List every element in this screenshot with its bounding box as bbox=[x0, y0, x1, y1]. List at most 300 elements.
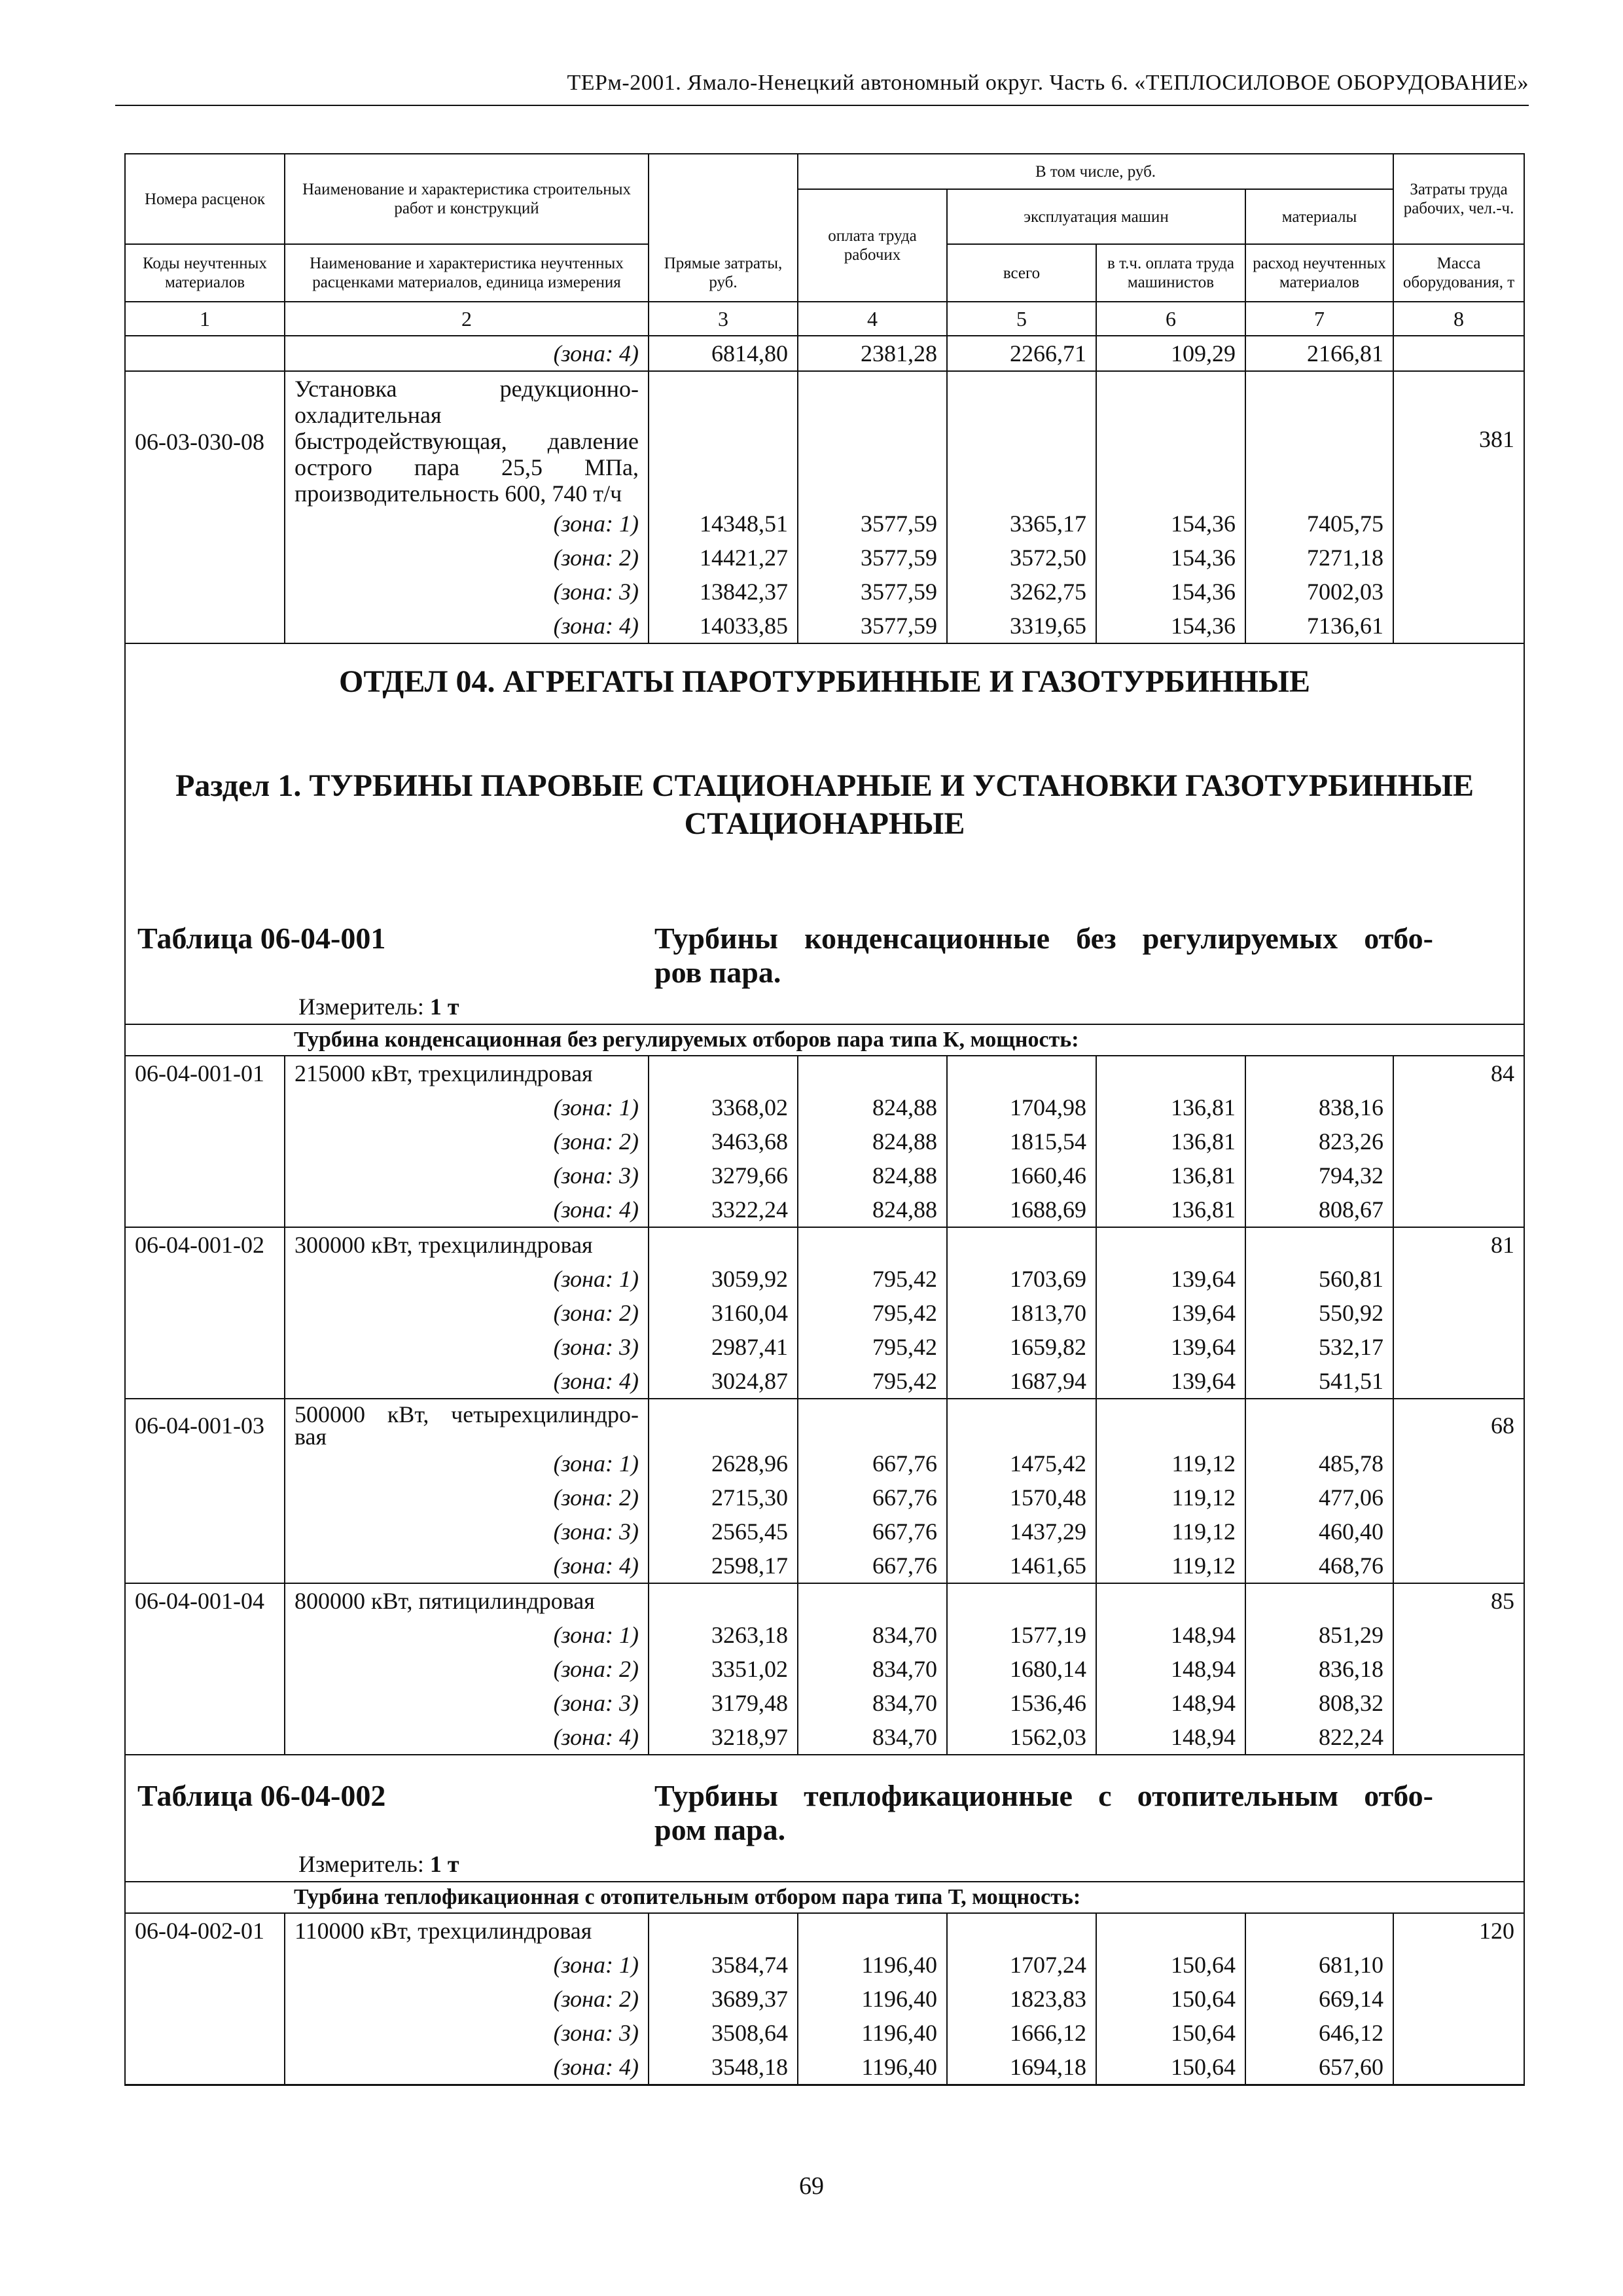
table-cell: 851,29 bbox=[1245, 1618, 1393, 1652]
table-cell: 14421,27 bbox=[649, 541, 798, 575]
table-cell: 834,70 bbox=[798, 1618, 947, 1652]
zone-label: (зона: 4) bbox=[285, 1364, 649, 1399]
zone-label: (зона: 3) bbox=[285, 575, 649, 609]
table-row bbox=[125, 1262, 1524, 1296]
table-cell: 2266,71 bbox=[947, 336, 1096, 371]
table-cell bbox=[125, 1262, 285, 1296]
table-row bbox=[125, 1124, 1524, 1158]
table-cell bbox=[125, 1948, 285, 1982]
col-number: 2 bbox=[285, 302, 649, 336]
table-cell: 838,16 bbox=[1245, 1090, 1393, 1124]
table-cell: 3577,59 bbox=[798, 609, 947, 643]
table-row bbox=[125, 1515, 1524, 1549]
table-cell bbox=[1393, 1090, 1524, 1124]
zone-label: (зона: 3) bbox=[285, 1330, 649, 1364]
table-cell: 150,64 bbox=[1096, 1982, 1245, 2016]
table-cell: 150,64 bbox=[1096, 1948, 1245, 1982]
table-cell bbox=[1245, 1399, 1393, 1446]
table-row bbox=[125, 1193, 1524, 1227]
col-number: 8 bbox=[1393, 302, 1524, 336]
table-cell bbox=[649, 1583, 798, 1618]
table-row bbox=[125, 1652, 1524, 1686]
table-cell: 834,70 bbox=[798, 1720, 947, 1755]
table-cell bbox=[125, 1652, 285, 1686]
table-cell: 7271,18 bbox=[1245, 541, 1393, 575]
table-cell: 667,76 bbox=[798, 1446, 947, 1480]
table-cell: 3463,68 bbox=[649, 1124, 798, 1158]
running-header: ТЕРм-2001. Ямало-Ненецкий автономный округ. Часть 6. «ТЕПЛОСИЛОВОЕ ОБОРУДОВАНИЕ» bbox=[567, 71, 1529, 95]
table-cell bbox=[1393, 1686, 1524, 1720]
table-cell: 808,32 bbox=[1245, 1686, 1393, 1720]
rate-code: 06-04-001-01 bbox=[125, 1056, 285, 1090]
zone-label: (зона: 3) bbox=[285, 1686, 649, 1720]
table-cell: 139,64 bbox=[1096, 1296, 1245, 1330]
table-cell: 657,60 bbox=[1245, 2050, 1393, 2085]
table-cell bbox=[947, 1583, 1096, 1618]
table-cell: 794,32 bbox=[1245, 1158, 1393, 1193]
table-cell: 3572,50 bbox=[947, 541, 1096, 575]
table-cell: 139,64 bbox=[1096, 1364, 1245, 1399]
table-row bbox=[125, 541, 1524, 575]
table-cell: 136,81 bbox=[1096, 1090, 1245, 1124]
table-cell bbox=[125, 2050, 285, 2085]
table-row bbox=[125, 1056, 1524, 1090]
table-row bbox=[125, 2050, 1524, 2085]
table-row bbox=[125, 1330, 1524, 1364]
zone-label: (зона: 1) bbox=[285, 507, 649, 541]
col-number: 5 bbox=[947, 302, 1096, 336]
table-cell: 2565,45 bbox=[649, 1515, 798, 1549]
table-row bbox=[125, 1913, 1524, 1948]
table-cell: 824,88 bbox=[798, 1158, 947, 1193]
header-rule bbox=[115, 105, 1529, 106]
table-cell bbox=[125, 1686, 285, 1720]
section-block bbox=[125, 643, 1524, 1024]
table-cell bbox=[1096, 1227, 1245, 1262]
table-cell bbox=[947, 1913, 1096, 1948]
table-cell: 477,06 bbox=[1245, 1480, 1393, 1515]
table-cell bbox=[125, 1124, 285, 1158]
table-cell: 6814,80 bbox=[649, 336, 798, 371]
table-cell bbox=[125, 1364, 285, 1399]
table-cell bbox=[125, 2016, 285, 2050]
table-row bbox=[125, 1982, 1524, 2016]
table-cell bbox=[649, 1399, 798, 1446]
table-cell: 1437,29 bbox=[947, 1515, 1096, 1549]
table-cell: 2715,30 bbox=[649, 1480, 798, 1515]
table-cell: 119,12 bbox=[1096, 1480, 1245, 1515]
table-cell: 2598,17 bbox=[649, 1549, 798, 1583]
table-row bbox=[125, 1227, 1524, 1262]
table-cell: 136,81 bbox=[1096, 1124, 1245, 1158]
rate-name: Установка редукционно-охладительная быстродействующая, давление острого пара 25,5 МПа, производительность 600, 740 т/ч bbox=[285, 371, 649, 507]
zone-label: (зона: 2) bbox=[285, 1296, 649, 1330]
razdel-title-cont: СТАЦИОНАРНЫЕ bbox=[684, 806, 965, 841]
table-cell: 824,88 bbox=[798, 1090, 947, 1124]
table-cell: 150,64 bbox=[1096, 2016, 1245, 2050]
table-cell bbox=[1245, 1227, 1393, 1262]
table-cell: 1666,12 bbox=[947, 2016, 1096, 2050]
table-cell bbox=[1096, 371, 1245, 507]
zone-label: (зона: 1) bbox=[285, 1948, 649, 1982]
table-cell: 1196,40 bbox=[798, 2016, 947, 2050]
table-cell bbox=[125, 1982, 285, 2016]
table-cell bbox=[125, 1024, 285, 1056]
header-machines-incl: в т.ч. оплата труда машинистов bbox=[1096, 244, 1245, 302]
table-title: Турбины конденсационные без регулируемых отбо- bbox=[654, 922, 1433, 955]
table-cell: 13842,37 bbox=[649, 575, 798, 609]
col-number: 3 bbox=[649, 302, 798, 336]
table-cell: 14348,51 bbox=[649, 507, 798, 541]
rate-code: 06-03-030-08 bbox=[135, 429, 264, 455]
table-cell bbox=[1393, 1330, 1524, 1364]
table-row bbox=[125, 1720, 1524, 1755]
table-cell: 119,12 bbox=[1096, 1549, 1245, 1583]
meter-label: Измеритель: bbox=[298, 1851, 424, 1877]
table-cell bbox=[1245, 1583, 1393, 1618]
table-row bbox=[125, 371, 1524, 507]
col-number: 4 bbox=[798, 302, 947, 336]
mass-value: 85 bbox=[1393, 1583, 1524, 1618]
table-cell bbox=[125, 1090, 285, 1124]
table-cell: 1704,98 bbox=[947, 1090, 1096, 1124]
table-cell bbox=[1393, 609, 1524, 643]
table-cell: 7405,75 bbox=[1245, 507, 1393, 541]
table-row bbox=[125, 1399, 1524, 1446]
zone-label: (зона: 2) bbox=[285, 1982, 649, 2016]
zone-label: (зона: 1) bbox=[285, 1262, 649, 1296]
table-cell bbox=[1393, 1364, 1524, 1399]
table-cell bbox=[125, 1515, 285, 1549]
zone-label: (зона: 2) bbox=[285, 1480, 649, 1515]
page-number: 69 bbox=[799, 2172, 824, 2200]
table-cell: 148,94 bbox=[1096, 1720, 1245, 1755]
table-cell: 822,24 bbox=[1245, 1720, 1393, 1755]
table-cell: 2166,81 bbox=[1245, 336, 1393, 371]
mass-value: 84 bbox=[1393, 1056, 1524, 1090]
table-cell: 3024,87 bbox=[649, 1364, 798, 1399]
table-cell: 150,64 bbox=[1096, 2050, 1245, 2085]
table-cell: 119,12 bbox=[1096, 1515, 1245, 1549]
table-cell bbox=[125, 371, 285, 643]
table-cell: 795,42 bbox=[798, 1364, 947, 1399]
table-cell: 3279,66 bbox=[649, 1158, 798, 1193]
table-cell: 3508,64 bbox=[649, 2016, 798, 2050]
table-cell: 3548,18 bbox=[649, 2050, 798, 2085]
table-cell: 3368,02 bbox=[649, 1090, 798, 1124]
table-cell bbox=[125, 1446, 285, 1480]
table-cell: 148,94 bbox=[1096, 1618, 1245, 1652]
zone-label: (зона: 4) bbox=[285, 1720, 649, 1755]
table-cell: 646,12 bbox=[1245, 2016, 1393, 2050]
table-cell: 7136,61 bbox=[1245, 609, 1393, 643]
table-row bbox=[125, 1364, 1524, 1399]
table-row bbox=[125, 1480, 1524, 1515]
zone-label: (зона: 1) bbox=[285, 1618, 649, 1652]
table-cell: 154,36 bbox=[1096, 609, 1245, 643]
table-cell: 667,76 bbox=[798, 1515, 947, 1549]
table-cell: 3577,59 bbox=[798, 507, 947, 541]
header-machines-total: всего bbox=[947, 244, 1096, 302]
table-cell bbox=[1393, 1948, 1524, 1982]
table-cell: 3179,48 bbox=[649, 1686, 798, 1720]
table2-heading-block bbox=[125, 1755, 1524, 1882]
table-cell bbox=[1393, 1720, 1524, 1755]
table-cell: 3059,92 bbox=[649, 1262, 798, 1296]
table-cell bbox=[649, 371, 798, 507]
table-cell: 1659,82 bbox=[947, 1330, 1096, 1364]
table-cell: 109,29 bbox=[1096, 336, 1245, 371]
table-cell: 154,36 bbox=[1096, 541, 1245, 575]
table-cell: 1461,65 bbox=[947, 1549, 1096, 1583]
table-cell bbox=[1393, 2016, 1524, 2050]
table-number: Таблица 06-04-002 bbox=[137, 1779, 386, 1812]
table-cell bbox=[1393, 1549, 1524, 1583]
table-cell bbox=[1393, 1618, 1524, 1652]
table-cell bbox=[1096, 1399, 1245, 1446]
table-cell: 139,64 bbox=[1096, 1262, 1245, 1296]
table-cell: 460,40 bbox=[1245, 1515, 1393, 1549]
table-cell bbox=[798, 1399, 947, 1446]
table-cell: 1196,40 bbox=[798, 1948, 947, 1982]
table-cell: 7002,03 bbox=[1245, 575, 1393, 609]
header-work-name: Наименование и характеристика строительных работ и конструкций bbox=[285, 154, 649, 244]
zone-label: (зона: 1) bbox=[285, 1090, 649, 1124]
rate-code: 06-04-001-04 bbox=[125, 1583, 285, 1618]
table-cell: 1687,94 bbox=[947, 1364, 1096, 1399]
table-cell: 154,36 bbox=[1096, 575, 1245, 609]
table-cell: 119,12 bbox=[1096, 1446, 1245, 1480]
table-cell: 834,70 bbox=[798, 1686, 947, 1720]
mass-value: 381 bbox=[1393, 371, 1524, 507]
table-cell bbox=[798, 1913, 947, 1948]
table-cell: 148,94 bbox=[1096, 1652, 1245, 1686]
table-row bbox=[125, 336, 1524, 371]
table-cell: 824,88 bbox=[798, 1193, 947, 1227]
table-cell: 136,81 bbox=[1096, 1193, 1245, 1227]
rate-name: 215000 кВт, трехцилиндровая bbox=[285, 1056, 649, 1090]
rate-name: 800000 кВт, пятицилиндровая bbox=[285, 1583, 649, 1618]
table-cell bbox=[125, 1193, 285, 1227]
rate-name: 500000 кВт, четырехцилиндро- вая bbox=[285, 1399, 649, 1446]
table-cell: 1703,69 bbox=[947, 1262, 1096, 1296]
meter bbox=[135, 990, 1514, 1024]
table-cell bbox=[798, 371, 947, 507]
table-cell bbox=[125, 1296, 285, 1330]
table-cell bbox=[1393, 1480, 1524, 1515]
table-cell: 681,10 bbox=[1245, 1948, 1393, 1982]
table-cell: 3218,97 bbox=[649, 1720, 798, 1755]
table-cell bbox=[947, 1056, 1096, 1090]
table-cell bbox=[798, 1056, 947, 1090]
table-row bbox=[125, 1618, 1524, 1652]
table-cell: 667,76 bbox=[798, 1480, 947, 1515]
table-cell: 1577,19 bbox=[947, 1618, 1096, 1652]
table-cell: 3689,37 bbox=[649, 1982, 798, 2016]
mass-value: 120 bbox=[1393, 1913, 1524, 1948]
header-direct-costs-top bbox=[649, 154, 798, 244]
zone-label: (зона: 3) bbox=[285, 2016, 649, 2050]
table-cell bbox=[125, 1618, 285, 1652]
table-cell: 1813,70 bbox=[947, 1296, 1096, 1330]
table-cell bbox=[1393, 575, 1524, 609]
zone-label: (зона: 2) bbox=[285, 541, 649, 575]
table-cell bbox=[1393, 336, 1524, 371]
table-cell: 1660,46 bbox=[947, 1158, 1096, 1193]
table-cell: 669,14 bbox=[1245, 1982, 1393, 2016]
table-heading bbox=[135, 922, 1514, 990]
zone-label: (зона: 4) bbox=[285, 609, 649, 643]
table-cell: 560,81 bbox=[1245, 1262, 1393, 1296]
zone-label: (зона: 4) bbox=[285, 336, 649, 371]
table-cell: 3577,59 bbox=[798, 541, 947, 575]
header-direct-costs: Прямые затраты, руб. bbox=[649, 244, 798, 302]
rate-name: 110000 кВт, трехцилиндровая bbox=[285, 1913, 649, 1948]
table-row bbox=[125, 1296, 1524, 1330]
table-cell: 1475,42 bbox=[947, 1446, 1096, 1480]
table-cell: 148,94 bbox=[1096, 1686, 1245, 1720]
header-machines: эксплуатация машин bbox=[947, 189, 1245, 244]
table-number: Таблица 06-04-001 bbox=[137, 922, 386, 955]
header-materials-unaccounted: расход неучтенных материалов bbox=[1245, 244, 1393, 302]
table-cell: 824,88 bbox=[798, 1124, 947, 1158]
table-cell: 3351,02 bbox=[649, 1652, 798, 1686]
table-cell: 139,64 bbox=[1096, 1330, 1245, 1364]
table-cell: 3365,17 bbox=[947, 507, 1096, 541]
mass-value: 81 bbox=[1393, 1227, 1524, 1262]
table-cell: 1823,83 bbox=[947, 1982, 1096, 2016]
table-cell: 3584,74 bbox=[649, 1948, 798, 1982]
table-cell bbox=[1393, 1158, 1524, 1193]
razdel-title: Раздел 1. ТУРБИНЫ ПАРОВЫЕ СТАЦИОНАРНЫЕ И УСТАНОВКИ ГАЗОТУРБИННЫЕ bbox=[175, 768, 1474, 803]
section-title: ОТДЕЛ 04. АГРЕГАТЫ ПАРОТУРБИННЫЕ И ГАЗОТУРБИННЫЕ bbox=[339, 664, 1311, 699]
header-rate-numbers: Номера расценок bbox=[125, 154, 285, 244]
table-cell bbox=[125, 1882, 285, 1913]
table-cell: 2987,41 bbox=[649, 1330, 798, 1364]
header-mass: Масса оборудования, т bbox=[1393, 244, 1524, 302]
table-row bbox=[125, 1583, 1524, 1618]
rate-table-document bbox=[124, 153, 1524, 2086]
meter-label: Измеритель: bbox=[298, 994, 424, 1020]
table-row bbox=[125, 1686, 1524, 1720]
table-cell bbox=[125, 336, 285, 371]
header-labor-cost: Затраты труда рабочих, чел.-ч. bbox=[1393, 154, 1524, 244]
table-cell bbox=[947, 1399, 1096, 1446]
col-number: 6 bbox=[1096, 302, 1245, 336]
table-cell: 1196,40 bbox=[798, 2050, 947, 2085]
table-cell bbox=[1096, 1056, 1245, 1090]
table-row bbox=[125, 1948, 1524, 1982]
table-cell bbox=[798, 1583, 947, 1618]
table-cell: 3577,59 bbox=[798, 575, 947, 609]
table-row bbox=[125, 1158, 1524, 1193]
zone-label: (зона: 4) bbox=[285, 1193, 649, 1227]
table-cell: 154,36 bbox=[1096, 507, 1245, 541]
table-cell: 532,17 bbox=[1245, 1330, 1393, 1364]
table-cell bbox=[1393, 1262, 1524, 1296]
table-cell: 2381,28 bbox=[798, 336, 947, 371]
header-materials: материалы bbox=[1245, 189, 1393, 244]
table-row bbox=[125, 575, 1524, 609]
table-cell bbox=[947, 371, 1096, 507]
table-cell: 14033,85 bbox=[649, 609, 798, 643]
table-cell bbox=[1393, 1446, 1524, 1480]
table-cell bbox=[1245, 1913, 1393, 1948]
table-cell: 3262,75 bbox=[947, 575, 1096, 609]
rate-code: 06-04-001-03 bbox=[125, 1399, 285, 1446]
col-number: 7 bbox=[1245, 302, 1393, 336]
table-cell: 1536,46 bbox=[947, 1686, 1096, 1720]
rate-code: 06-04-002-01 bbox=[125, 1913, 285, 1948]
table-cell: 1694,18 bbox=[947, 2050, 1096, 2085]
table-cell: 823,26 bbox=[1245, 1124, 1393, 1158]
table-title-cont: ров пара. bbox=[654, 956, 781, 989]
zone-label: (зона: 2) bbox=[285, 1652, 649, 1686]
rate-name: 300000 кВт, трехцилиндровая bbox=[285, 1227, 649, 1262]
rate-code: 06-04-001-02 bbox=[125, 1227, 285, 1262]
table-cell bbox=[1393, 2050, 1524, 2085]
rate-table bbox=[124, 153, 1525, 2086]
table-cell bbox=[1096, 1583, 1245, 1618]
table-cell bbox=[1393, 1652, 1524, 1686]
meter-value: 1 т bbox=[429, 994, 459, 1020]
table-cell: 808,67 bbox=[1245, 1193, 1393, 1227]
turbine-type: Турбина конденсационная без регулируемых отборов пара типа К, мощность: bbox=[285, 1024, 1524, 1056]
table-cell: 485,78 bbox=[1245, 1446, 1393, 1480]
table-cell: 3322,24 bbox=[649, 1193, 798, 1227]
table-title: Турбины теплофикационные с отопительным отбо- bbox=[654, 1779, 1433, 1812]
mass-value: 68 bbox=[1393, 1399, 1524, 1446]
table-cell bbox=[798, 1227, 947, 1262]
table-cell: 468,76 bbox=[1245, 1549, 1393, 1583]
table-cell bbox=[125, 1330, 285, 1364]
table-cell: 1815,54 bbox=[947, 1124, 1096, 1158]
table-row bbox=[125, 1090, 1524, 1124]
table-cell: 1562,03 bbox=[947, 1720, 1096, 1755]
header-including: В том числе, руб. bbox=[798, 154, 1393, 189]
table-cell: 836,18 bbox=[1245, 1652, 1393, 1686]
table-cell: 541,51 bbox=[1245, 1364, 1393, 1399]
col-number: 1 bbox=[125, 302, 285, 336]
table-row bbox=[125, 609, 1524, 643]
table-cell: 3263,18 bbox=[649, 1618, 798, 1652]
table-cell: 795,42 bbox=[798, 1330, 947, 1364]
table-cell: 3160,04 bbox=[649, 1296, 798, 1330]
zone-label: (зона: 4) bbox=[285, 1549, 649, 1583]
table-cell bbox=[1393, 1193, 1524, 1227]
table-cell bbox=[1245, 371, 1393, 507]
table-row bbox=[125, 1446, 1524, 1480]
table-cell bbox=[1393, 541, 1524, 575]
table-heading bbox=[135, 1779, 1514, 1847]
table-cell bbox=[1393, 1982, 1524, 2016]
table-cell: 1196,40 bbox=[798, 1982, 947, 2016]
turbine-type: Турбина теплофикационная с отопительным отбором пара типа Т, мощность: bbox=[285, 1882, 1524, 1913]
table-cell bbox=[1393, 1296, 1524, 1330]
zone-label: (зона: 2) bbox=[285, 1124, 649, 1158]
table-title-cont: ром пара. bbox=[654, 1813, 786, 1846]
header-material-names: Наименование и характеристика неучтенных расценками материалов, единица измерения bbox=[285, 244, 649, 302]
table-cell bbox=[649, 1056, 798, 1090]
table-cell: 2628,96 bbox=[649, 1446, 798, 1480]
table-cell: 667,76 bbox=[798, 1549, 947, 1583]
meter-value: 1 т bbox=[429, 1851, 459, 1877]
table-cell bbox=[1393, 1515, 1524, 1549]
table-cell bbox=[125, 1158, 285, 1193]
table-cell bbox=[125, 1549, 285, 1583]
zone-label: (зона: 1) bbox=[285, 1446, 649, 1480]
table-cell bbox=[1393, 507, 1524, 541]
